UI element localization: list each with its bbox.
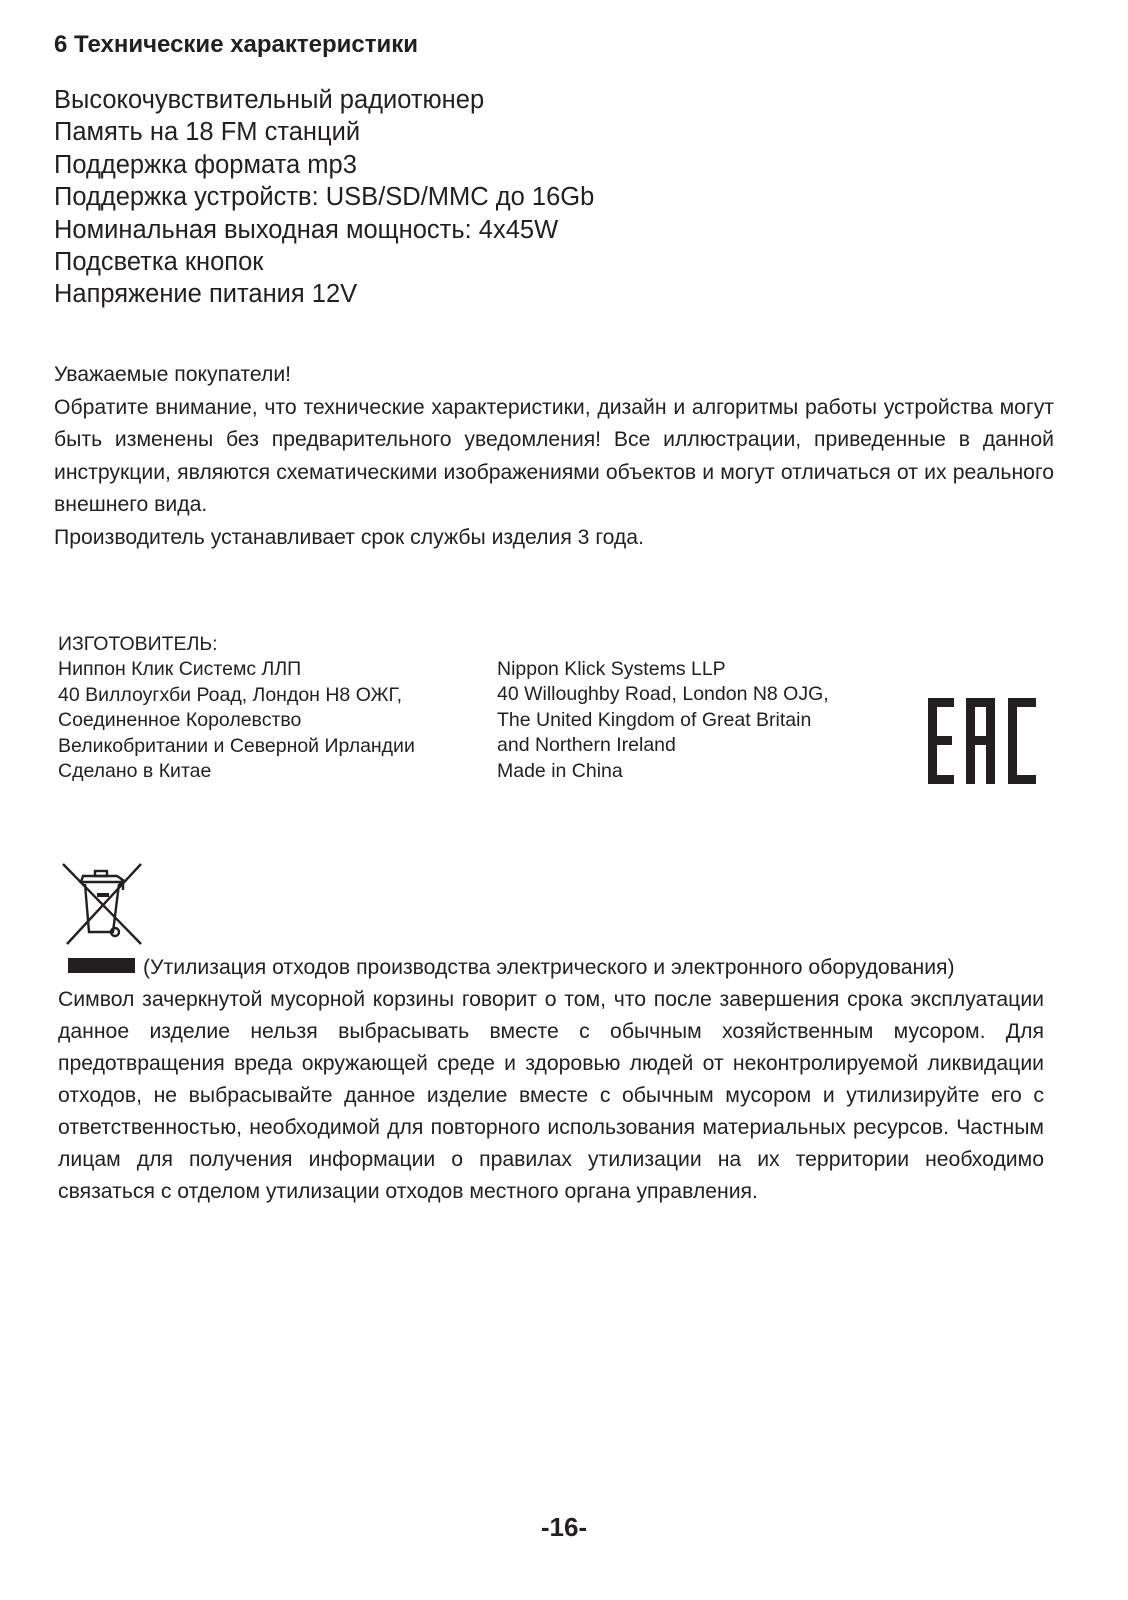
spec-item: Поддержка устройств: USB/SD/MMC до 16Gb [54, 183, 595, 212]
manufacturer-en-line: Made in China [497, 759, 623, 782]
spec-item: Высокочувствительный радиотюнер [54, 86, 485, 114]
disposal-heading: (Утилизация отходов производства электрического и электронного оборудования) [143, 956, 955, 979]
manufacturer-en-line: The United Kingdom of Great Britain [497, 708, 812, 731]
spec-item: Память на 18 FM станций [54, 118, 361, 147]
manufacturer-en-line: 40 Willoughby Road, London N8 OJG, [497, 683, 829, 706]
disposal-section [58, 952, 1044, 1208]
manufacturer-ru-line: Сделано в Китае [58, 760, 212, 783]
notice-body: Обратите внимание, что технические характеристики, дизайн и алгоритмы работы устройства могут быть изменены без предварительного уведомления! Все иллюстрации, приведенные в данной инструкции, являются схематическими изображениями объектов и могут отличаться от их реального внешнего вида. [54, 395, 1054, 516]
crossed-out-wheelie-bin-icon [61, 860, 143, 946]
manufacturer-ru-line: Великобритании и Северной Ирландии [58, 734, 415, 757]
spec-item: Поддержка формата mp3 [54, 150, 357, 179]
notice-greeting: Уважаемые покупатели! [54, 363, 292, 386]
manufacturer-ru-line: 40 Виллоугхби Роад, Лондон Н8 ОЖГ, [58, 683, 403, 706]
disposal-heading-line [58, 952, 1044, 984]
manufacturer-label: ИЗГОТОВИТЕЛЬ: [58, 633, 218, 655]
manufacturer-en [497, 657, 897, 784]
customer-notice [54, 359, 1054, 554]
manufacturer-en-line: Nippon Klick Systems LLP [497, 658, 726, 680]
manufacturer-ru [58, 632, 478, 784]
disposal-body: Символ зачеркнутой мусорной корзины говорит о том, что после завершения срока эксплуатации данное изделие нельзя выбрасывать вместе с обычным хозяйственным мусором. Для предотвращения вреда окружающей среде и здоровью людей от неконтролируемой ликвидации отходов, не выбрасывайте данное изделие вместе с обычным мусором и утилизируйте его с ответственностью, необходимой для повторного использования материальных ресурсов. Частным лицам для получения информации о правилах утилизации на их территории необходимо связаться с отделом утилизации отходов местного органа управления. [58, 988, 1044, 1203]
spec-list [54, 84, 594, 311]
page-number: -16- [540, 1512, 588, 1542]
notice-service-life: Производитель устанавливает срок службы изделия 3 года. [54, 525, 644, 549]
eac-logo-icon [928, 698, 1036, 784]
spec-item: Напряжение питания 12V [54, 280, 358, 309]
spec-item: Номинальная выходная мощность: 4х45W [54, 215, 559, 244]
manufacturer-en-line: and Northern Ireland [497, 734, 676, 757]
manufacturer-ru-line: Соединенное Королевство [58, 709, 302, 732]
black-bar-divider [68, 958, 135, 973]
manufacturer-ru-line: Ниппон Клик Системс ЛЛП [58, 658, 302, 681]
spec-item: Подсветка кнопок [54, 248, 264, 277]
section-title: 6 Технические характеристики [54, 31, 419, 58]
